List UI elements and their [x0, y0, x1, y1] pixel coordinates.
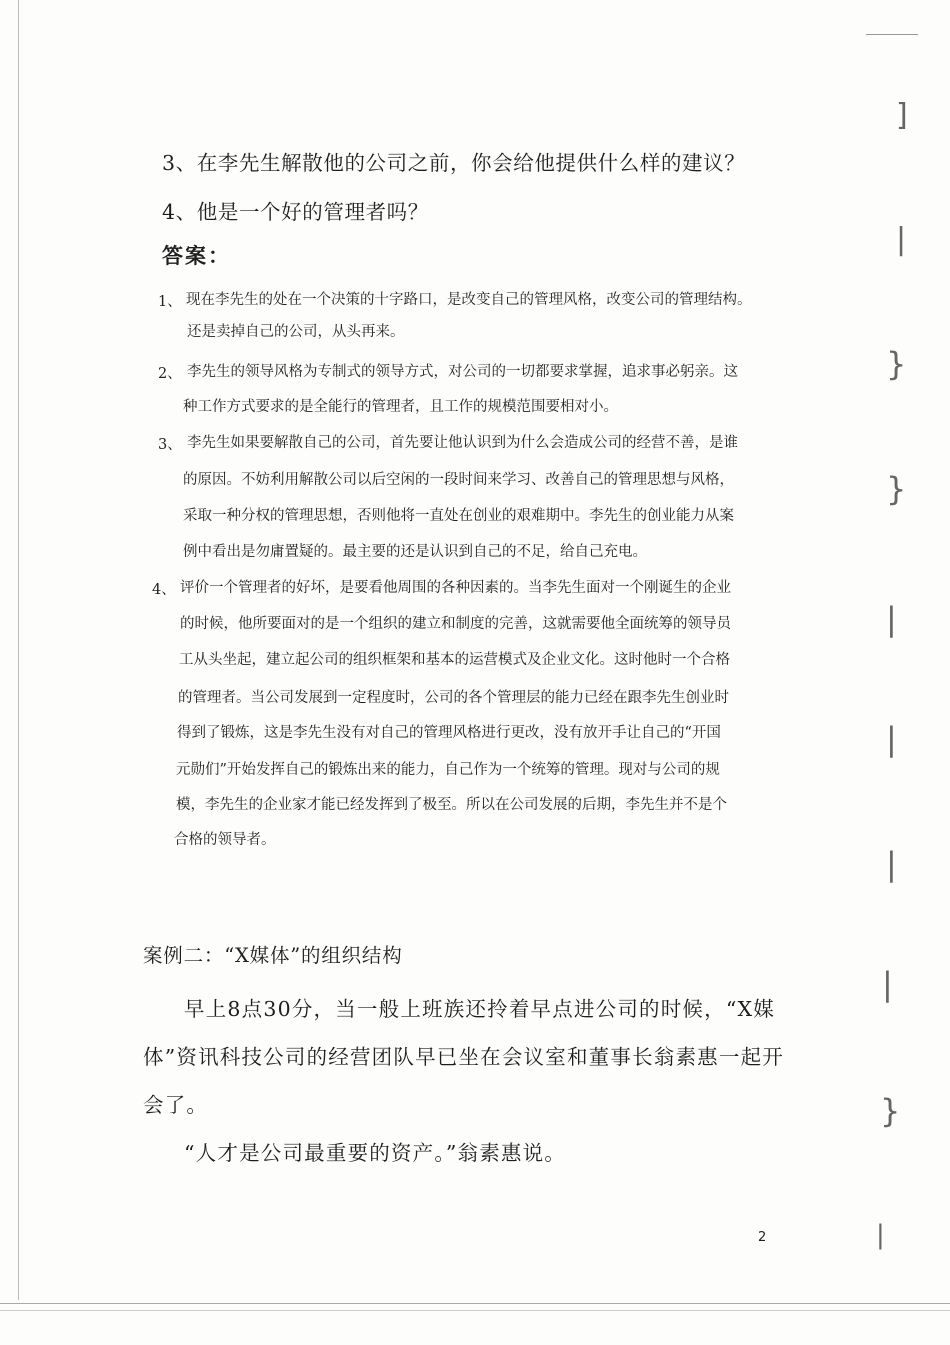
answer-4-line: 合格的领导者。	[174, 832, 276, 848]
answer-4-line: 的管理者。当公司发展到一定程度时，公司的各个管理层的能力已经在跟李先生创业时	[178, 690, 729, 706]
answer-4-line: 模，李先生的企业家才能已经发挥到了极至。所以在公司发展的后期，李先生并不是个	[176, 797, 727, 813]
scan-left-edge	[18, 0, 19, 1300]
scan-bracket-mark: |	[886, 720, 897, 758]
answer-3-line: 例中看出是勿庸置疑的。最主要的还是认识到自己的不足，给自己充电。	[183, 544, 647, 560]
scan-bracket-mark: |	[876, 1220, 885, 1250]
scan-bracket-mark: }	[880, 1092, 901, 1130]
answer-heading: 答案：	[162, 243, 231, 268]
quote-line: “人才是公司最重要的资产。”翁素惠说。	[184, 1141, 567, 1165]
scan-bracket-mark: |	[886, 600, 897, 638]
answer-3-line: 李先生如果要解散自己的公司，首先要让他认识到为什么会造成公司的经营不善，是谁	[187, 435, 738, 451]
paragraph-line: 早上8点30分，当一般上班族还拎着早点进公司的时候，“X媒	[184, 997, 776, 1021]
scan-bottom-rule-2	[0, 1310, 950, 1311]
answer-4-line: 得到了锻炼，这是李先生没有对自己的管理风格进行更改，没有放开手让自己的“开国	[177, 725, 721, 741]
question-4: 4、他是一个好的管理者吗？	[162, 200, 429, 224]
answer-4-line: 的时候，他所要面对的是一个组织的建立和制度的完善，这就需要他全面统筹的领导员	[180, 616, 731, 632]
scan-bracket-mark: |	[886, 845, 897, 883]
answer-4-line: 工从头坐起，建立起公司的组织框架和基本的运营模式及企业文化。这时他时一个合格	[179, 652, 730, 668]
page-number: 2	[758, 1230, 767, 1245]
answer-2-line: 李先生的领导风格为专制式的领导方式，对公司的一切都要求掌握，追求事必躬亲。这	[187, 364, 738, 380]
answer-4-line: 元勋们”开始发挥自己的锻炼出来的能力，自己作为一个统筹的管理。现对与公司的规	[176, 762, 720, 778]
answer-1-line: 现在李先生的处在一个决策的十字路口，是改变自己的管理风格，改变公司的管理结构。	[186, 292, 752, 308]
answer-1-line: 还是卖掉自己的公司，从头再来。	[187, 324, 405, 340]
answer-4-line: 评价一个管理者的好坏，是要看他周围的各种因素的。当李先生面对一个刚诞生的企业	[180, 580, 731, 596]
answer-2-number: 2、	[158, 366, 182, 382]
answer-3-line: 采取一种分权的管理思想，否则他将一直处在创业的艰难期中。李先生的创业能力从案	[183, 508, 734, 524]
question-3: 3、在李先生解散他的公司之前，你会给他提供什么样的建议？	[162, 151, 746, 175]
scan-bottom-rule	[0, 1303, 950, 1304]
scan-top-rule	[866, 34, 918, 35]
scan-bracket-mark: ]	[896, 98, 908, 133]
answer-4-number: 4、	[152, 582, 176, 598]
answer-2-line: 种工作方式要求的是全能行的管理者，且工作的规模范围要相对小。	[183, 399, 618, 415]
paragraph-line: 体”资讯科技公司的经营团队早已坐在会议室和董事长翁素惠一起开	[143, 1045, 784, 1069]
scan-bracket-mark: }	[886, 345, 907, 383]
scan-bracket-mark: }	[886, 470, 907, 508]
answer-1-number: 1、	[158, 294, 182, 310]
paragraph-line: 会了。	[143, 1093, 209, 1117]
scan-bracket-mark: |	[896, 222, 907, 257]
case-title: 案例二：“X媒体”的组织结构	[143, 944, 403, 967]
answer-3-line: 的原因。不妨利用解散公司以后空闲的一段时间来学习、改善自己的管理思想与风格，	[183, 472, 734, 488]
scan-bracket-mark: |	[882, 965, 893, 1003]
answer-3-number: 3、	[158, 437, 182, 453]
